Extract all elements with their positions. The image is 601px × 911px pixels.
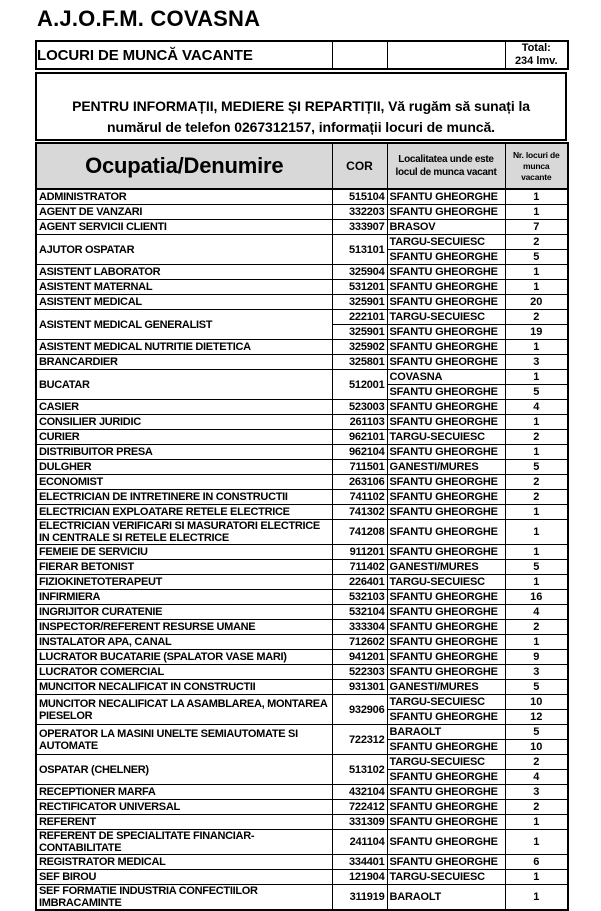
cor-cell: 226401 [332, 575, 387, 590]
count-cell: 5 [505, 725, 568, 740]
location-cell: SFANTU GHEORGHE [387, 815, 505, 830]
occupation-cell: CONSILIER JURIDIC [36, 415, 332, 430]
location-cell: GANESTI/MURES [387, 680, 505, 695]
table-row [36, 695, 568, 710]
vacancies-table [35, 142, 569, 911]
header-strip-title: LOCURI DE MUNCĂ VACANTE [36, 41, 332, 69]
total-label: Total: [521, 42, 551, 54]
cor-cell: 331309 [332, 815, 387, 830]
page-title: A.J.O.F.M. COVASNA [37, 6, 261, 31]
count-cell: 3 [505, 355, 568, 370]
occupation-cell: AGENT SERVICII CLIENTI [36, 220, 332, 235]
cor-cell: 241104 [332, 830, 387, 855]
occupation-cell: MUNCITOR NECALIFICAT LA ASAMBLAREA, MONTAREA PIESELOR [36, 695, 332, 725]
table-row [36, 650, 568, 665]
count-cell: 2 [505, 490, 568, 505]
cor-cell: 741102 [332, 490, 387, 505]
cor-cell: 263106 [332, 475, 387, 490]
location-cell: SFANTU GHEORGHE [387, 325, 505, 340]
table-row [36, 870, 568, 885]
cor-cell: 325902 [332, 340, 387, 355]
count-cell: 3 [505, 665, 568, 680]
table-row [36, 220, 568, 235]
location-cell: SFANTU GHEORGHE [387, 740, 505, 755]
location-cell: TARGU-SECUIESC [387, 755, 505, 770]
table-row [36, 815, 568, 830]
occupation-cell: ASISTENT MEDICAL [36, 295, 332, 310]
cor-cell: 432104 [332, 785, 387, 800]
table-row [36, 620, 568, 635]
table-row [36, 635, 568, 650]
location-cell: SFANTU GHEORGHE [387, 280, 505, 295]
occupation-cell: CASIER [36, 400, 332, 415]
column-header-location: Localitatea unde este locul de munca vacant [387, 143, 505, 189]
location-cell: SFANTU GHEORGHE [387, 400, 505, 415]
location-cell: SFANTU GHEORGHE [387, 490, 505, 505]
table-row [36, 830, 568, 855]
cor-cell: 962104 [332, 445, 387, 460]
count-cell: 5 [505, 560, 568, 575]
occupation-cell: RECTIFICATOR UNIVERSAL [36, 800, 332, 815]
location-cell: SFANTU GHEORGHE [387, 855, 505, 870]
location-cell: SFANTU GHEORGHE [387, 340, 505, 355]
occupation-cell: ASISTENT MEDICAL GENERALIST [36, 310, 332, 340]
occupation-cell: MUNCITOR NECALIFICAT IN CONSTRUCTII [36, 680, 332, 695]
header-strip [35, 40, 569, 70]
location-cell: SFANTU GHEORGHE [387, 605, 505, 620]
count-cell: 1 [505, 340, 568, 355]
table-row [36, 310, 568, 325]
count-cell: 1 [505, 635, 568, 650]
cor-cell: 741208 [332, 520, 387, 545]
cor-cell: 532103 [332, 590, 387, 605]
count-cell: 1 [505, 205, 568, 220]
cor-cell: 513101 [332, 235, 387, 265]
occupation-cell: INSPECTOR/REFERENT RESURSE UMANE [36, 620, 332, 635]
location-cell: SFANTU GHEORGHE [387, 620, 505, 635]
column-header-row [36, 143, 568, 189]
occupation-cell: LUCRATOR COMERCIAL [36, 665, 332, 680]
location-cell: BARAOLT [387, 885, 505, 911]
occupation-cell: ADMINISTRATOR [36, 189, 332, 205]
occupation-cell: REGISTRATOR MEDICAL [36, 855, 332, 870]
count-cell: 1 [505, 815, 568, 830]
occupation-cell: FIERAR BETONIST [36, 560, 332, 575]
count-cell: 1 [505, 830, 568, 855]
table-row [36, 189, 568, 205]
table-row [36, 545, 568, 560]
location-cell: SFANTU GHEORGHE [387, 800, 505, 815]
header-strip-empty-cell-2 [387, 41, 505, 69]
table-row [36, 445, 568, 460]
cor-cell: 222101 [332, 310, 387, 325]
occupation-cell: DISTRIBUITOR PRESA [36, 445, 332, 460]
cor-cell: 722312 [332, 725, 387, 755]
occupation-cell: FEMEIE DE SERVICIU [36, 545, 332, 560]
occupation-cell: SEF BIROU [36, 870, 332, 885]
table-row [36, 885, 568, 911]
occupation-cell: OPERATOR LA MASINI UNELTE SEMIAUTOMATE SI AUTOMATE [36, 725, 332, 755]
table-row [36, 205, 568, 220]
occupation-cell: LUCRATOR BUCATARIE (SPALATOR VASE MARI) [36, 650, 332, 665]
location-cell: SFANTU GHEORGHE [387, 650, 505, 665]
count-cell: 1 [505, 189, 568, 205]
table-row [36, 475, 568, 490]
table-row [36, 430, 568, 445]
count-cell: 9 [505, 650, 568, 665]
occupation-cell: RECEPTIONER MARFA [36, 785, 332, 800]
occupation-cell: AJUTOR OSPATAR [36, 235, 332, 265]
location-cell: SFANTU GHEORGHE [387, 770, 505, 785]
table-row [36, 340, 568, 355]
cor-cell: 512001 [332, 370, 387, 400]
cor-cell: 515104 [332, 189, 387, 205]
cor-cell: 911201 [332, 545, 387, 560]
table-row [36, 460, 568, 475]
count-cell: 19 [505, 325, 568, 340]
count-cell: 2 [505, 430, 568, 445]
count-cell: 4 [505, 605, 568, 620]
count-cell: 4 [505, 400, 568, 415]
location-cell: SFANTU GHEORGHE [387, 785, 505, 800]
header-strip-empty-cell-1 [332, 41, 387, 69]
location-cell: SFANTU GHEORGHE [387, 415, 505, 430]
count-cell: 1 [505, 415, 568, 430]
count-cell: 1 [505, 445, 568, 460]
cor-cell: 722412 [332, 800, 387, 815]
count-cell: 1 [505, 545, 568, 560]
info-banner [35, 72, 567, 141]
occupation-cell: ASISTENT LABORATOR [36, 265, 332, 280]
table-row [36, 400, 568, 415]
table-row [36, 725, 568, 740]
count-cell: 5 [505, 250, 568, 265]
location-cell: SFANTU GHEORGHE [387, 445, 505, 460]
occupation-cell: REFERENT [36, 815, 332, 830]
occupation-cell: OSPATAR (CHELNER) [36, 755, 332, 785]
cor-cell: 712602 [332, 635, 387, 650]
table-row [36, 415, 568, 430]
cor-cell: 532104 [332, 605, 387, 620]
banner-line-2: numărul de telefon 0267312157, informații locuri de muncă. [107, 119, 495, 135]
cor-cell: 333907 [332, 220, 387, 235]
cor-cell: 941201 [332, 650, 387, 665]
cor-cell: 711501 [332, 460, 387, 475]
count-cell: 7 [505, 220, 568, 235]
table-row [36, 370, 568, 385]
cor-cell: 325901 [332, 325, 387, 340]
occupation-cell: INGRIJITOR CURATENIE [36, 605, 332, 620]
cor-cell: 334401 [332, 855, 387, 870]
count-cell: 1 [505, 575, 568, 590]
location-cell: BRASOV [387, 220, 505, 235]
cor-cell: 325801 [332, 355, 387, 370]
occupation-cell: FIZIOKINETOTERAPEUT [36, 575, 332, 590]
count-cell: 1 [505, 885, 568, 911]
count-cell: 2 [505, 800, 568, 815]
cor-cell: 513102 [332, 755, 387, 785]
location-cell: SFANTU GHEORGHE [387, 520, 505, 545]
location-cell: SFANTU GHEORGHE [387, 710, 505, 725]
count-cell: 20 [505, 295, 568, 310]
count-cell: 12 [505, 710, 568, 725]
location-cell: TARGU-SECUIESC [387, 310, 505, 325]
count-cell: 1 [505, 870, 568, 885]
location-cell: SFANTU GHEORGHE [387, 385, 505, 400]
count-cell: 6 [505, 855, 568, 870]
table-row [36, 575, 568, 590]
table-row [36, 605, 568, 620]
location-cell: SFANTU GHEORGHE [387, 590, 505, 605]
location-cell: SFANTU GHEORGHE [387, 265, 505, 280]
occupation-cell: REFERENT DE SPECIALITATE FINANCIAR-CONTABILITATE [36, 830, 332, 855]
table-row [36, 280, 568, 295]
cor-cell: 931301 [332, 680, 387, 695]
count-cell: 2 [505, 235, 568, 250]
count-cell: 10 [505, 740, 568, 755]
location-cell: COVASNA [387, 370, 505, 385]
cor-cell: 522303 [332, 665, 387, 680]
cor-cell: 531201 [332, 280, 387, 295]
table-row [36, 665, 568, 680]
cor-cell: 932906 [332, 695, 387, 725]
table-row [36, 235, 568, 250]
count-cell: 3 [505, 785, 568, 800]
cor-cell: 325904 [332, 265, 387, 280]
count-cell: 2 [505, 620, 568, 635]
occupation-cell: BUCATAR [36, 370, 332, 400]
location-cell: TARGU-SECUIESC [387, 235, 505, 250]
table-row [36, 560, 568, 575]
occupation-cell: ECONOMIST [36, 475, 332, 490]
location-cell: SFANTU GHEORGHE [387, 830, 505, 855]
location-cell: SFANTU GHEORGHE [387, 355, 505, 370]
table-row [36, 505, 568, 520]
occupation-cell: INFIRMIERA [36, 590, 332, 605]
location-cell: TARGU-SECUIESC [387, 575, 505, 590]
location-cell: SFANTU GHEORGHE [387, 250, 505, 265]
location-cell: TARGU-SECUIESC [387, 695, 505, 710]
count-cell: 1 [505, 265, 568, 280]
table-row [36, 590, 568, 605]
cor-cell: 962101 [332, 430, 387, 445]
location-cell: SFANTU GHEORGHE [387, 295, 505, 310]
location-cell: GANESTI/MURES [387, 460, 505, 475]
count-cell: 2 [505, 755, 568, 770]
location-cell: SFANTU GHEORGHE [387, 475, 505, 490]
count-cell: 5 [505, 680, 568, 695]
occupation-cell: ELECTRICIAN VERIFICARI SI MASURATORI ELECTRICE IN CENTRALE SI RETELE ELECTRICE [36, 520, 332, 545]
occupation-cell: AGENT DE VANZARI [36, 205, 332, 220]
count-cell: 10 [505, 695, 568, 710]
banner-line-1: PENTRU INFORMAȚII, MEDIERE ȘI REPARTIȚII, Vă rugăm să sunați la [72, 98, 530, 114]
cor-cell: 741302 [332, 505, 387, 520]
location-cell: SFANTU GHEORGHE [387, 189, 505, 205]
location-cell: BARAOLT [387, 725, 505, 740]
location-cell: TARGU-SECUIESC [387, 430, 505, 445]
total-value: 234 lmv. [514, 55, 558, 67]
occupation-cell: INSTALATOR APA, CANAL [36, 635, 332, 650]
cor-cell: 711402 [332, 560, 387, 575]
count-cell: 16 [505, 590, 568, 605]
cor-cell: 261103 [332, 415, 387, 430]
header-strip-total-cell [505, 41, 568, 69]
location-cell: SFANTU GHEORGHE [387, 205, 505, 220]
table-row [36, 265, 568, 280]
table-row [36, 295, 568, 310]
table-row [36, 855, 568, 870]
count-cell: 4 [505, 770, 568, 785]
occupation-cell: CURIER [36, 430, 332, 445]
location-cell: SFANTU GHEORGHE [387, 635, 505, 650]
occupation-cell: ASISTENT MATERNAL [36, 280, 332, 295]
location-cell: GANESTI/MURES [387, 560, 505, 575]
count-cell: 1 [505, 520, 568, 545]
cor-cell: 523003 [332, 400, 387, 415]
column-header-occupation: Ocupatia/Denumire [36, 143, 332, 189]
location-cell: SFANTU GHEORGHE [387, 505, 505, 520]
vacancies-tbody [36, 189, 568, 910]
cor-cell: 311919 [332, 885, 387, 911]
location-cell: TARGU-SECUIESC [387, 870, 505, 885]
location-cell: SFANTU GHEORGHE [387, 545, 505, 560]
count-cell: 1 [505, 280, 568, 295]
occupation-cell: BRANCARDIER [36, 355, 332, 370]
occupation-cell: DULGHER [36, 460, 332, 475]
occupation-cell: ELECTRICIAN DE INTRETINERE IN CONSTRUCTII [36, 490, 332, 505]
table-row [36, 785, 568, 800]
count-cell: 2 [505, 310, 568, 325]
table-row [36, 490, 568, 505]
occupation-cell: ELECTRICIAN EXPLOATARE RETELE ELECTRICE [36, 505, 332, 520]
column-header-count: Nr. locuri de munca vacante [505, 143, 568, 189]
count-cell: 1 [505, 505, 568, 520]
cor-cell: 333304 [332, 620, 387, 635]
count-cell: 5 [505, 460, 568, 475]
count-cell: 2 [505, 475, 568, 490]
count-cell: 5 [505, 385, 568, 400]
count-cell: 1 [505, 370, 568, 385]
occupation-cell: SEF FORMATIE INDUSTRIA CONFECTIILOR IMBRACAMINTE [36, 885, 332, 911]
column-header-cor: COR [332, 143, 387, 189]
table-row [36, 680, 568, 695]
table-row [36, 355, 568, 370]
location-cell: SFANTU GHEORGHE [387, 665, 505, 680]
table-row [36, 520, 568, 545]
cor-cell: 332203 [332, 205, 387, 220]
cor-cell: 121904 [332, 870, 387, 885]
header-strip-row [36, 41, 568, 69]
table-row [36, 755, 568, 770]
cor-cell: 325901 [332, 295, 387, 310]
occupation-cell: ASISTENT MEDICAL NUTRITIE DIETETICA [36, 340, 332, 355]
table-row [36, 800, 568, 815]
